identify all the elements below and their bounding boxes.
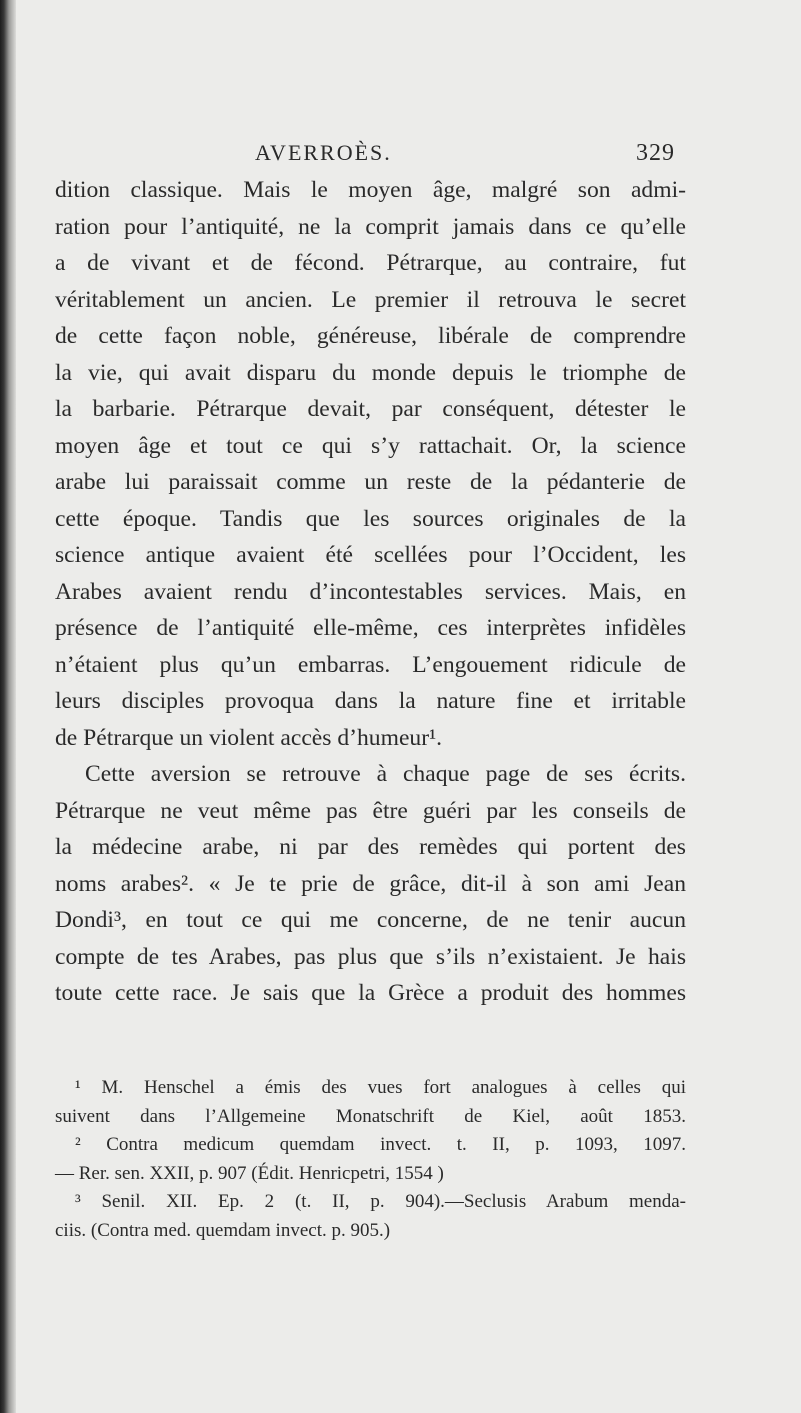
text-line: Cette aversion se retrouve à chaque page de ses écrits. [85, 761, 686, 787]
text-line: présence de l’antiquité elle-même, ces interprètes infidèles [55, 615, 686, 641]
text-line: leurs disciples provoqua dans la nature fine et irritable [55, 688, 686, 714]
text-line: la vie, qui avait disparu du monde depuis le triomphe de [55, 359, 686, 386]
text-line: Dondi³, en tout ce qui me concerne, de ne tenir aucun [55, 907, 686, 933]
text-line: Pétrarque ne veut même pas être guéri par les conseils de [55, 797, 686, 824]
main-text [55, 172, 686, 1012]
text-line: de Pétrarque un violent accès d’humeur¹. [55, 724, 443, 751]
text-line: toute cette race. Je sais que la Grèce a produit des hommes [55, 980, 686, 1006]
text-line: science antique avaient été scellées pour l’Occident, les [55, 542, 686, 568]
footnote-line: ¹ M. Henschel a émis des vues fort analogues à celles qui [75, 1077, 686, 1098]
running-title: AVERROÈS. [255, 140, 392, 165]
text-line: n’étaient plus qu’un embarras. L’engouement ridicule de [55, 651, 686, 678]
text-line: arabe lui paraissait comme un reste de la pédanterie de [55, 469, 686, 495]
text-line: moyen âge et tout ce qui s’y rattachait. Or, la science [55, 432, 686, 459]
text-line: compte de tes Arabes, pas plus que s’ils n’existaient. Je hais [55, 943, 686, 970]
text-line: noms arabes². « Je te prie de grâce, dit-il à son ami Jean [55, 870, 686, 897]
running-header [255, 140, 675, 170]
footnote-line: suivent dans l’Allgemeine Monatschrift de Kiel, août 1853. [55, 1105, 686, 1127]
text-line: la barbarie. Pétrarque devait, par conséquent, détester le [55, 396, 686, 422]
page-number: 329 [636, 140, 675, 166]
text-line: cette époque. Tandis que les sources originales de la [55, 505, 686, 532]
text-line: de cette façon noble, généreuse, libérale de comprendre [55, 323, 686, 349]
text-line: a de vivant et de fécond. Pétrarque, au contraire, fut [55, 250, 686, 276]
text-line: la médecine arabe, ni par des remèdes qui portent des [55, 834, 686, 860]
footnotes [55, 1074, 686, 1245]
text-line: dition classique. Mais le moyen âge, malgré son admi- [55, 177, 686, 203]
footnote-line: ciis. (Contra med. quemdam invect. p. 905.) [55, 1219, 391, 1241]
text-line: Arabes avaient rendu d’incontestables services. Mais, en [55, 578, 686, 605]
footnote-line: ² Contra medicum quemdam invect. t. II, p. 1093, 1097. [75, 1134, 686, 1155]
footnote-line: — Rer. sen. XXII, p. 907 (Édit. Henricpetri, 1554 ) [55, 1162, 444, 1184]
text-line: véritablement un ancien. Le premier il retrouva le secret [55, 286, 686, 313]
text-line: ration pour l’antiquité, ne la comprit jamais dans ce qu’elle [55, 213, 686, 240]
footnote-line: ³ Senil. XII. Ep. 2 (t. II, p. 904).—Seclusis Arabum menda- [75, 1191, 686, 1212]
